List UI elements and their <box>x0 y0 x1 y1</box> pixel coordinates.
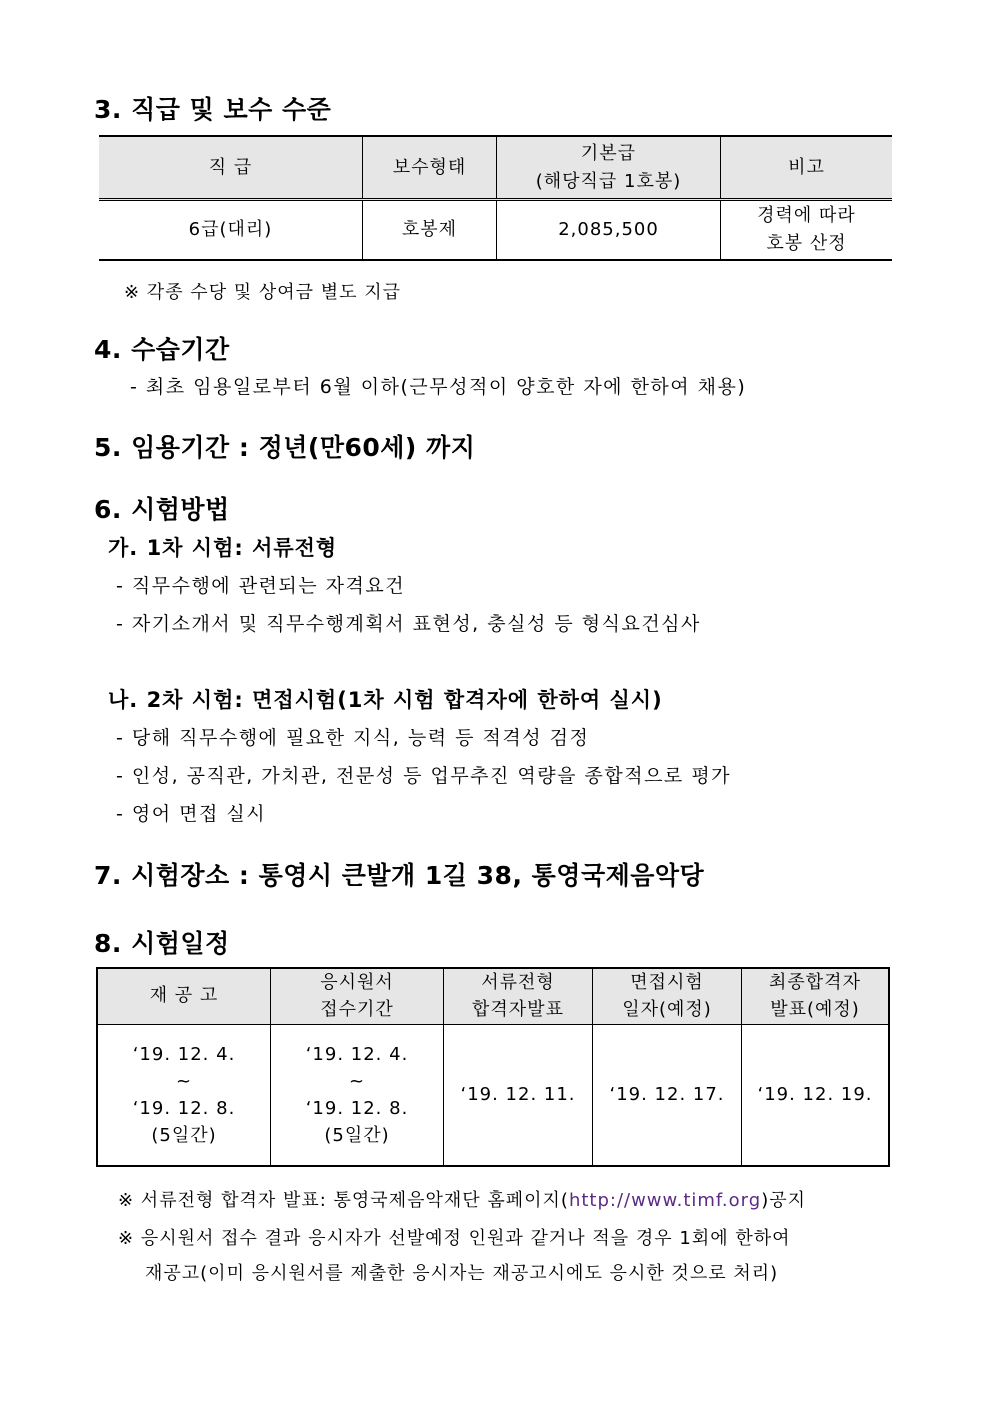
homepage-link[interactable]: http://www.timf.org <box>568 1190 762 1211</box>
exam-second-item: - 인성, 공직관, 가치관, 전문성 등 업무추진 역량을 종합적으로 평가 <box>116 765 732 787</box>
exam-first-item: - 자기소개서 및 직무수행계획서 표현성, 충실성 등 형식요건심사 <box>116 613 701 635</box>
header-interview-date: 면접시험 일자(예정) <box>593 968 742 1025</box>
schedule-table <box>96 967 890 1167</box>
exam-first-title: 가. 1차 시험: 서류전형 <box>108 536 338 560</box>
section3-title: 3. 직급 및 보수 수준 <box>94 95 332 124</box>
header-grade: 직 급 <box>99 136 363 200</box>
salary-table <box>99 135 892 261</box>
section4-title: 4. 수습기간 <box>94 335 230 364</box>
header-final-result: 최종합격자 발표(예정) <box>742 968 890 1025</box>
cell-final-result: ‘19. 12. 19. <box>742 1025 890 1167</box>
header-base-pay: 기본급 (해당직급 1호봉) <box>497 136 721 200</box>
cell-application-period: ‘19. 12. 4. ~ ‘19. 12. 8. (5일간) <box>271 1025 444 1167</box>
salary-table-row <box>99 200 892 261</box>
announcement-note: ※ 서류전형 합격자 발표: 통영국제음악재단 홈페이지(http://www.timf.org)공지 <box>118 1190 806 1211</box>
re-announcement-note: ※ 응시원서 접수 결과 응시자가 선발예정 인원과 같거나 적을 경우 1회에 한하여 <box>118 1228 791 1249</box>
cell-document-result: ‘19. 12. 11. <box>444 1025 593 1167</box>
exam-second-title: 나. 2차 시험: 면접시험(1차 시험 합격자에 한하여 실시) <box>108 688 663 712</box>
probation-text: - 최초 임용일로부터 6월 이하(근무성적이 양호한 자에 한하여 채용) <box>130 376 747 398</box>
header-re-announcement: 재 공 고 <box>97 968 271 1025</box>
cell-base-pay: 2,085,500 <box>497 200 721 261</box>
section7-title: 7. 시험장소 : 통영시 큰발개 1길 38, 통영국제음악당 <box>94 861 705 890</box>
cell-pay-type: 호봉제 <box>363 200 497 261</box>
salary-table-header <box>99 136 892 200</box>
header-document-result: 서류전형 합격자발표 <box>444 968 593 1025</box>
schedule-table-row <box>97 1025 889 1167</box>
cell-remarks: 경력에 따라 호봉 산정 <box>721 200 893 261</box>
cell-interview-date: ‘19. 12. 17. <box>593 1025 742 1167</box>
exam-second-item: - 영어 면접 실시 <box>116 803 267 825</box>
section6-title: 6. 시험방법 <box>94 495 230 524</box>
allowance-note: ※ 각종 수당 및 상여금 별도 지급 <box>124 282 402 303</box>
header-pay-type: 보수형태 <box>363 136 497 200</box>
schedule-table-header <box>97 968 889 1025</box>
cell-grade: 6급(대리) <box>99 200 363 261</box>
header-remarks: 비고 <box>721 136 893 200</box>
cell-re-announcement: ‘19. 12. 4. ~ ‘19. 12. 8. (5일간) <box>97 1025 271 1167</box>
header-application-period: 응시원서 접수기간 <box>271 968 444 1025</box>
section5-title: 5. 임용기간 : 정년(만60세) 까지 <box>94 433 476 462</box>
section8-title: 8. 시험일정 <box>94 929 230 958</box>
re-announcement-note-cont: 재공고(이미 응시원서를 제출한 응시자는 재공고시에도 응시한 것으로 처리) <box>145 1263 779 1284</box>
exam-first-item: - 직무수행에 관련되는 자격요건 <box>116 575 406 597</box>
exam-second-item: - 당해 직무수행에 필요한 지식, 능력 등 적격성 검정 <box>116 727 590 749</box>
